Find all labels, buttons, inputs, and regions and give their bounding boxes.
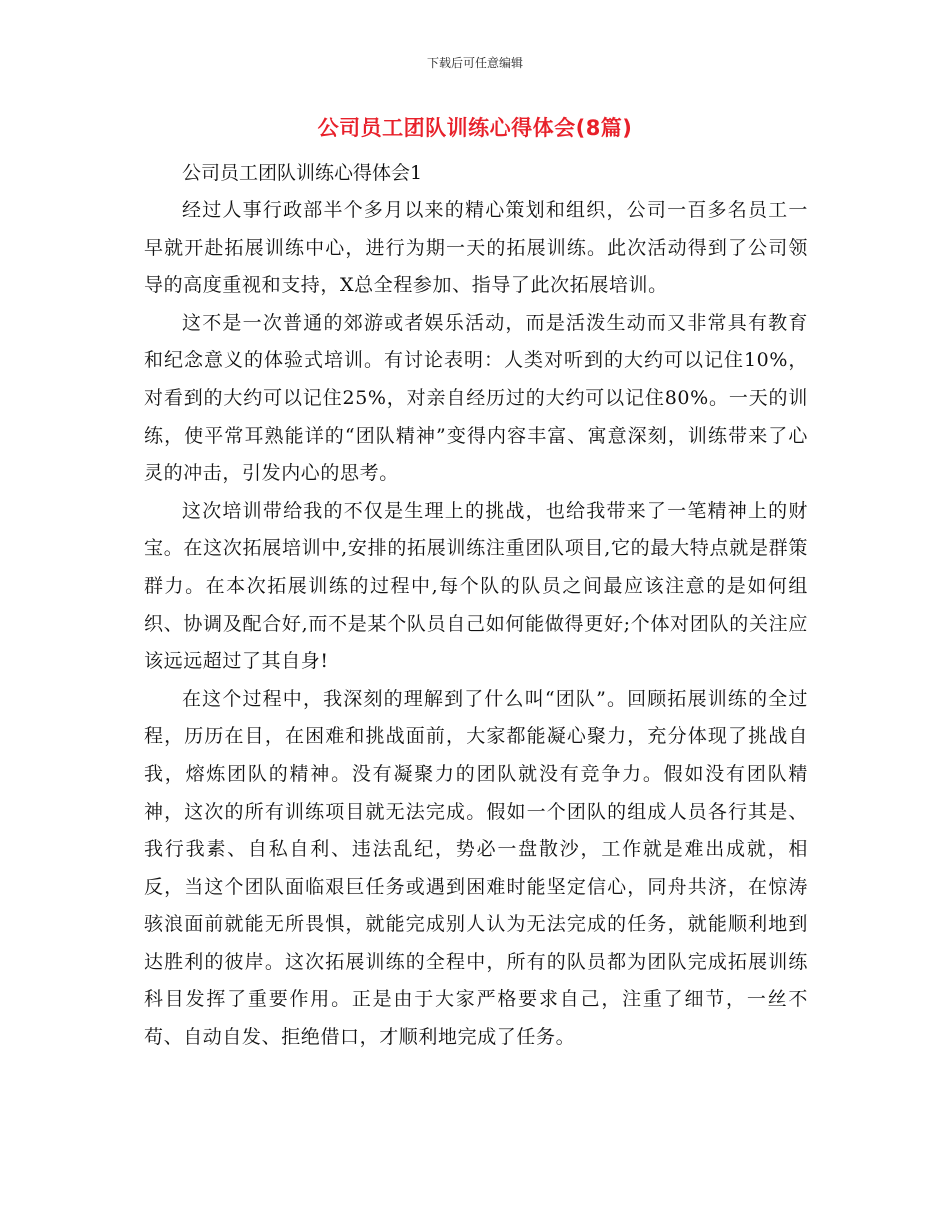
paragraph-2: 这不是一次普通的郊游或者娱乐活动，而是活泼生动而又非常具有教育和纪念意义的体验式培训。有讨论表明：人类对听到的大约可以记住10%，对看到的大约可以记住25%，对亲自经历过的大约可以记住80%。一天的训练，使平常耳熟能详的“团队精神”变得内容丰富、寓意深刻，训练带来了心灵的冲击，引发内心的思考。 xyxy=(144,311,808,485)
section-heading: 公司员工团队训练心得体会1 xyxy=(182,162,423,184)
paragraph-1: 经过人事行政部半个多月以来的精心策划和组织，公司一百多名员工一早就开赴拓展训练中心，进行为期一天的拓展训练。此次活动得到了公司领导的高度重视和支持，X总全程参加、指导了此次拓展培训。 xyxy=(144,199,808,297)
document-body xyxy=(144,155,808,1057)
paragraph-3: 这次培训带给我的不仅是生理上的挑战，也给我带来了一笔精神上的财宝。在这次拓展培训中,安排的拓展训练注重团队项目,它的最大特点就是群策群力。在本次拓展训练的过程中,每个队的队员之间最应该注意的是如何组织、协调及配合好,而不是某个队员自己如何能做得更好;个体对团队的关注应该远远超过了其自身! xyxy=(144,499,808,673)
document-title: 公司员工团队训练心得体会(8篇) xyxy=(317,116,633,140)
paragraph-4: 在这个过程中，我深刻的理解到了什么叫“团队”。回顾拓展训练的全过程，历历在目，在困难和挑战面前，大家都能凝心聚力，充分体现了挑战自我，熔炼团队的精神。没有凝聚力的团队就没有竞争力。假如没有团队精神，这次的所有训练项目就无法完成。假如一个团队的组成人员各行其是、我行我素、自私自利、违法乱纪，势必一盘散沙，工作就是难出成就，相反，当这个团队面临艰巨任务或遇到困难时能坚定信心，同舟共济，在惊涛骇浪面前就能无所畏惧，就能完成别人认为无法完成的任务，就能顺利地到达胜利的彼岸。这次拓展训练的全程中，所有的队员都为团队完成拓展训练科目发挥了重要作用。正是由于大家严格要求自己，注重了细节，一丝不苟、自动自发、拒绝借口，才顺利地完成了任务。 xyxy=(144,687,808,1049)
header-note: 下载后可任意编辑 xyxy=(426,56,523,70)
